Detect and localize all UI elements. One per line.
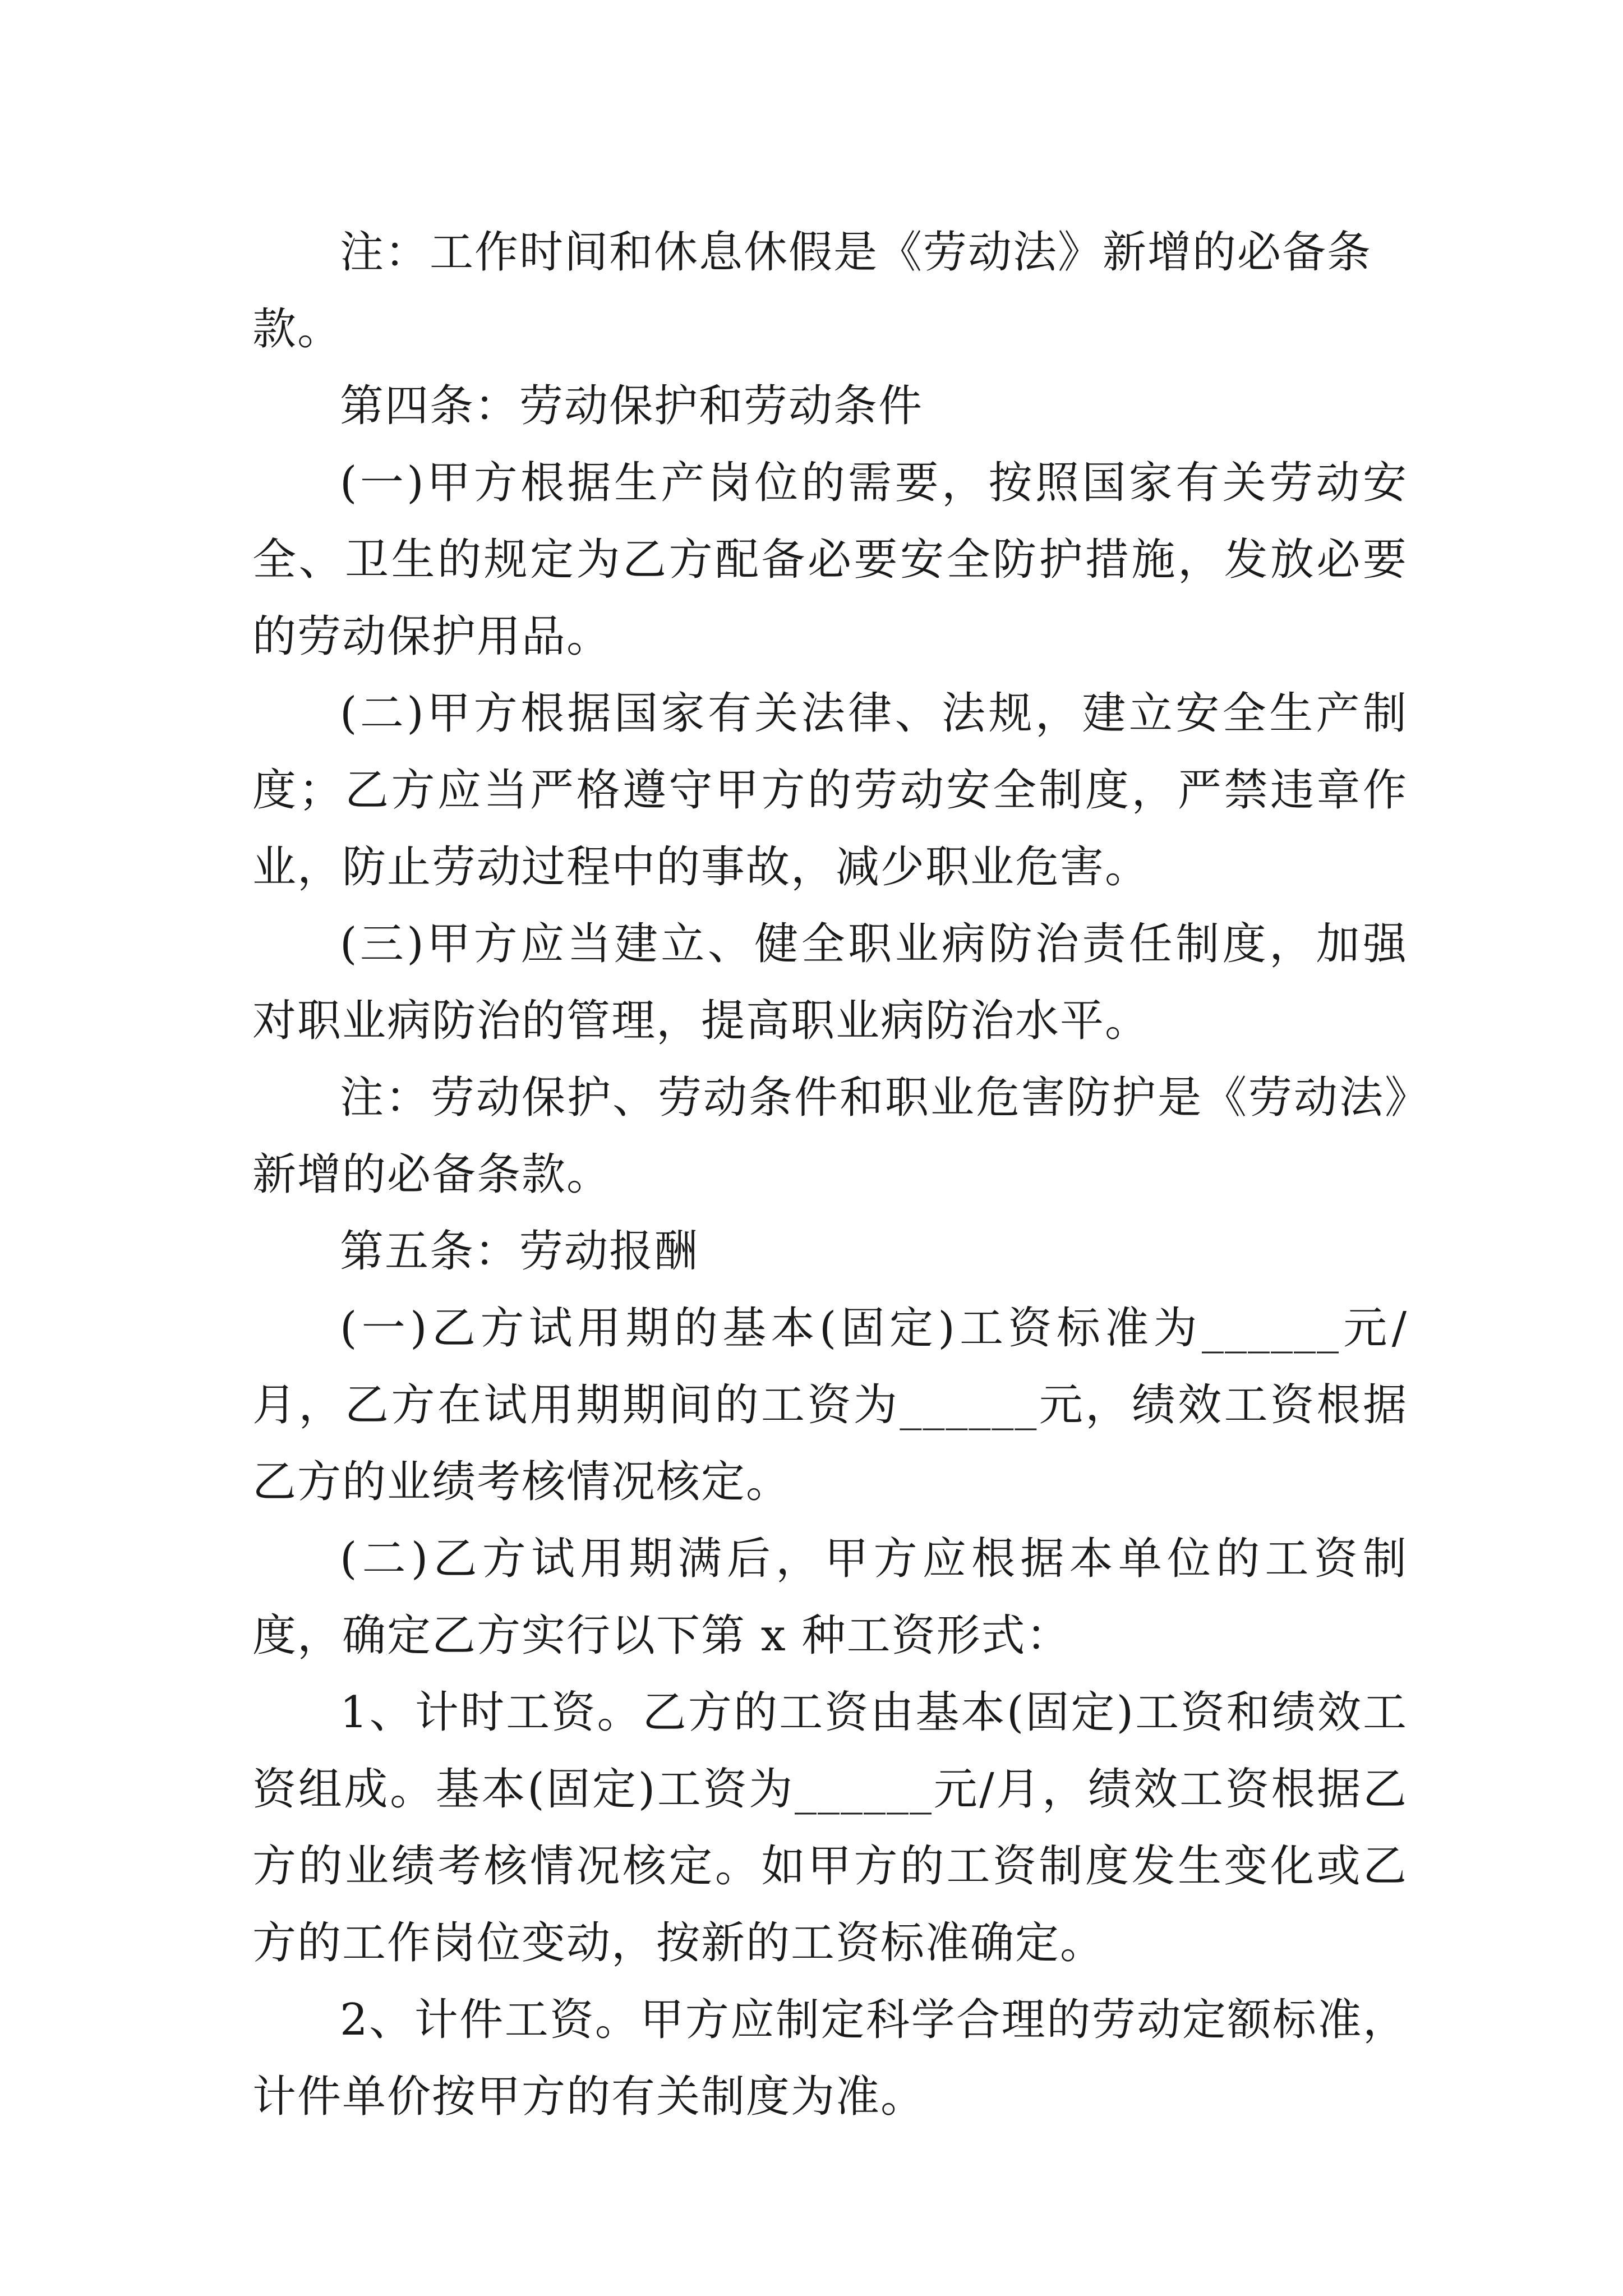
article-4-clause-1: (一)甲方根据生产岗位的需要，按照国家有关劳动安全、卫生的规定为乙方配备必要安全防护措施，发放必要的劳动保护用品。 (252, 458, 1408, 662)
document-body (252, 214, 1408, 2136)
article-4-heading: 第四条：劳动保护和劳动条件 (340, 381, 924, 431)
wage-form-time-based: 1、计时工资。乙方的工资由基本(固定)工资和绩效工资组成。基本(固定)工资为______元/月，绩效工资根据乙方的业绩考核情况核定。如甲方的工资制度发生变化或乙方的工作岗位变动，按新的工资标准确定。 (252, 1687, 1408, 1968)
article-4-clause-2: (二)甲方根据国家有关法律、法规，建立安全生产制度；乙方应当严格遵守甲方的劳动安全制度，严禁违章作业，防止劳动过程中的事故，减少职业危害。 (252, 688, 1408, 892)
wage-form-piece-rate: 2、计件工资。甲方应制定科学合理的劳动定额标准，计件单价按甲方的有关制度为准。 (252, 1995, 1408, 2122)
article-5-heading: 第五条：劳动报酬 (340, 1226, 699, 1277)
article-5-clause-1: (一)乙方试用期的基本(固定)工资标准为______元/月，乙方在试用期期间的工资为______元，绩效工资根据乙方的业绩考核情况核定。 (252, 1303, 1408, 1507)
note-work-hours: 注：工作时间和休息休假是《劳动法》新增的必备条款。 (252, 227, 1372, 355)
article-4-clause-3: (三)甲方应当建立、健全职业病防治责任制度，加强对职业病防治的管理，提高职业病防治水平。 (252, 919, 1408, 1046)
note-labor-protection: 注：劳动保护、劳动条件和职业危害防护是《劳动法》新增的必备条款。 (252, 1073, 1408, 1200)
article-5-clause-2: (二)乙方试用期满后，甲方应根据本单位的工资制度，确定乙方实行以下第 x 种工资形式： (252, 1534, 1408, 1661)
